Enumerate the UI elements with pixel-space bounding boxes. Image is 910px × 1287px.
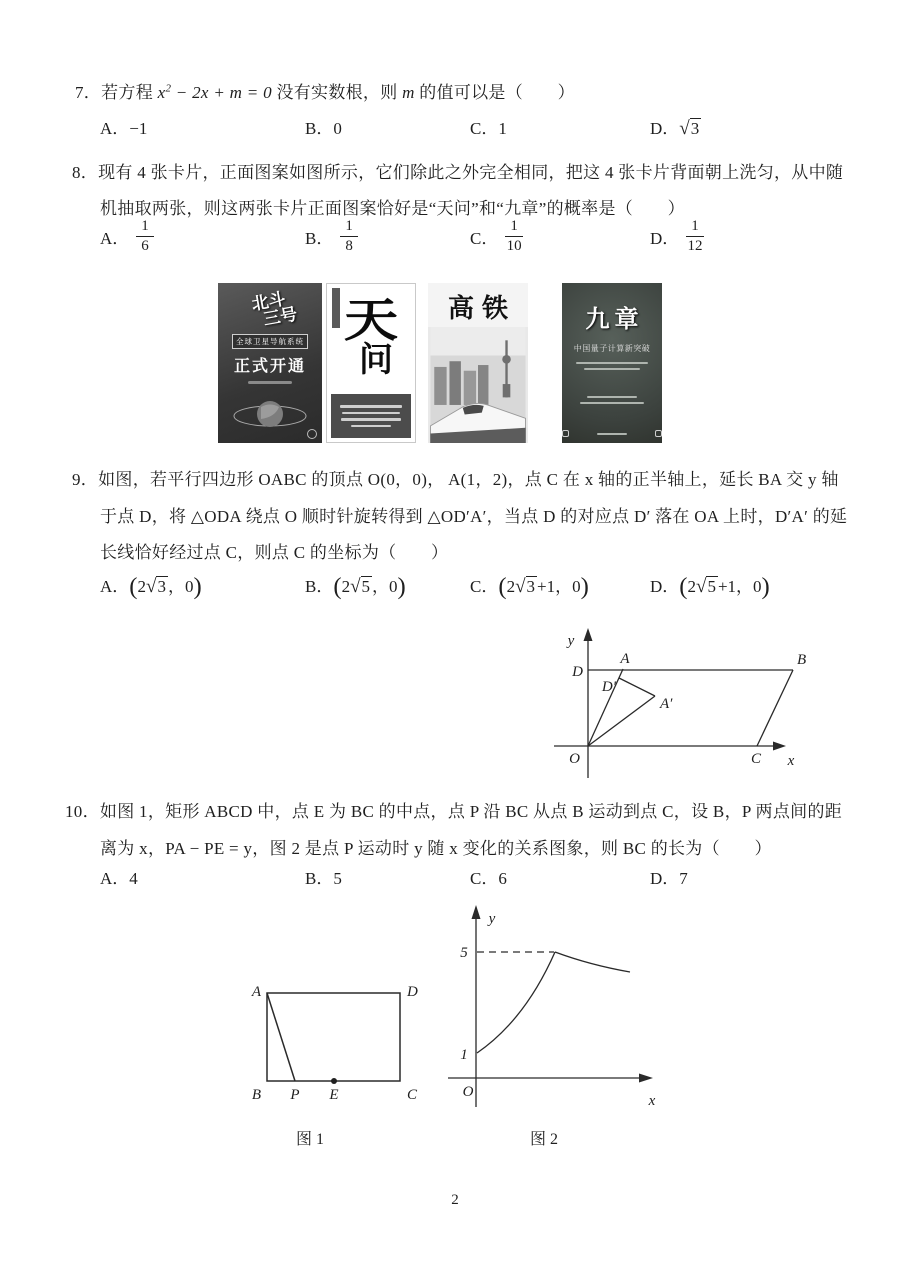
logo-icon xyxy=(655,430,662,437)
q8-stem-line2 xyxy=(100,194,685,219)
option-label: B． xyxy=(305,577,334,596)
option-value: 6 xyxy=(498,869,507,888)
text-line xyxy=(587,396,637,398)
option-label: A． xyxy=(100,869,130,888)
text-line xyxy=(580,402,644,404)
option-label: B． xyxy=(305,119,334,138)
q7-option-b xyxy=(305,114,342,139)
option-label: C． xyxy=(470,119,499,138)
radical-sign: √ xyxy=(146,576,157,597)
label-C: C xyxy=(750,751,762,767)
option-label: A． xyxy=(100,577,130,596)
option-value: 1 xyxy=(498,119,507,138)
fraction xyxy=(686,218,704,256)
q8-option-b xyxy=(305,218,358,256)
q9-stem-line3 xyxy=(100,538,448,563)
fraction-denominator: 8 xyxy=(345,238,353,255)
q9-stem-line1 xyxy=(72,465,839,490)
q9-text-line1: 如图，若平行四边形 OABC 的顶点 O(0，0)， A(1，2)，点 C 在 x 轴的正半轴上，延长 BA 交 y 轴 xyxy=(98,470,839,489)
q9-number: 9． xyxy=(72,470,99,489)
radical-sign: √ xyxy=(679,118,690,139)
q10-stem-line1 xyxy=(65,797,842,822)
sqrt-expression xyxy=(679,119,701,138)
left-paren: ( xyxy=(333,573,342,600)
figure2-caption: 图 2 xyxy=(530,1131,559,1148)
q10-option-c xyxy=(470,864,507,889)
fraction xyxy=(505,218,523,256)
q9-option-b xyxy=(305,572,406,601)
q10-stem-line2 xyxy=(100,834,772,859)
option-pre: 2 xyxy=(341,577,351,596)
label-y-axis: y xyxy=(567,633,575,649)
fraction-denominator: 6 xyxy=(141,238,149,255)
q7-text-post: 的值可以是（ ） xyxy=(414,83,575,102)
option-value: 5 xyxy=(333,869,342,888)
q7-math-exponent: 2 xyxy=(165,82,172,95)
beidou-emblem-icon xyxy=(307,429,317,439)
label-E: E xyxy=(329,1087,339,1103)
q10-option-b xyxy=(305,864,342,889)
radicand: 5 xyxy=(361,577,371,596)
q9-stem-line2 xyxy=(100,502,847,527)
text-line xyxy=(341,418,401,421)
label-D: D xyxy=(407,984,418,1000)
text-line xyxy=(340,405,402,408)
sqrt-expression xyxy=(146,577,168,596)
left-paren: ( xyxy=(679,573,688,600)
q10-option-a xyxy=(100,864,138,889)
beidou-headline: 正式开通 xyxy=(233,358,306,375)
tick-1: 1 xyxy=(460,1047,468,1063)
q7-option-c xyxy=(470,114,507,139)
right-paren: ) xyxy=(580,573,589,600)
option-label: D． xyxy=(650,577,680,596)
q8-text-line1: 现有 4 张卡片，正面图案如图所示，它们除此之外完全相同，把这 4 张卡片背面朝上洗匀，从中随 xyxy=(98,163,844,182)
q9-text-line2: 于点 D，将 △ODA 绕点 O 顺时针旋转得到 △OD′A′，当点 D 的对应点 D′ 落在 OA 上时，D′A′ 的延 xyxy=(100,507,848,526)
q7-math-x: x xyxy=(157,83,166,102)
label-origin: O xyxy=(569,751,580,767)
jiuzhang-title: 九章 xyxy=(585,307,644,333)
q8-option-d xyxy=(650,218,704,256)
option-label: C． xyxy=(470,869,499,888)
radical-sign: √ xyxy=(350,576,361,597)
label-A: A xyxy=(251,984,261,1000)
right-paren: ) xyxy=(397,573,406,600)
right-paren: ) xyxy=(761,573,770,600)
card-jiuzhang xyxy=(562,283,662,443)
q7-option-a xyxy=(100,114,147,139)
option-post: +1，0 xyxy=(537,577,581,596)
option-label: D． xyxy=(650,229,680,249)
option-label: A． xyxy=(100,119,130,138)
option-pre: 2 xyxy=(687,577,696,596)
card-beidou xyxy=(218,283,322,443)
gaotie-scene xyxy=(428,327,528,443)
fraction xyxy=(340,218,358,256)
q10-figure1 xyxy=(215,958,465,1118)
q8-stem-line1 xyxy=(72,158,843,183)
text-line xyxy=(597,433,627,435)
fraction-denominator: 10 xyxy=(506,238,522,255)
card-tianwen xyxy=(326,283,416,443)
label-C: C xyxy=(407,1087,418,1103)
q9-option-c xyxy=(470,572,589,601)
jiuzhang-logos xyxy=(562,430,662,437)
gaotie-title: 高铁 xyxy=(428,283,528,327)
label-A-prime: A′ xyxy=(660,696,673,712)
option-post: ，0 xyxy=(167,577,194,596)
radicand: 5 xyxy=(707,577,716,596)
option-label: A． xyxy=(100,229,130,249)
label-y-axis: y xyxy=(488,911,496,927)
label-B: B xyxy=(797,652,807,668)
radicand: 3 xyxy=(157,577,166,596)
q9-option-a xyxy=(100,572,202,601)
option-label: C． xyxy=(470,229,499,249)
option-post: +1，0 xyxy=(717,577,762,596)
tianwen-char-tian: 天 xyxy=(343,295,399,346)
label-x-axis: x xyxy=(787,753,795,769)
card-gaotie xyxy=(428,283,528,443)
label-origin: O xyxy=(462,1084,474,1100)
label-D: D xyxy=(572,664,583,680)
tick-5: 5 xyxy=(460,945,468,961)
q10-number: 10． xyxy=(65,802,100,821)
sqrt-expression xyxy=(350,577,372,596)
tianwen-caption-box xyxy=(331,394,411,438)
option-value: 7 xyxy=(679,869,688,888)
option-label: D． xyxy=(650,869,680,888)
beidou-title-line1: 北斗 xyxy=(250,289,287,314)
beidou-subtitle: 全球卫星导航系统 xyxy=(232,334,308,349)
fraction-denominator: 12 xyxy=(687,238,703,255)
option-post: ，0 xyxy=(372,577,398,596)
q7-text-pre: 若方程 xyxy=(101,83,154,102)
option-label: D． xyxy=(650,119,680,138)
option-value: −1 xyxy=(129,119,148,138)
fraction-numerator: 1 xyxy=(136,218,154,237)
q7-math-equation: − 2x + m = 0 xyxy=(171,83,277,102)
option-label: B． xyxy=(305,869,334,888)
left-paren: ( xyxy=(129,573,138,600)
text-line xyxy=(351,425,391,428)
q8-number: 8． xyxy=(72,163,99,182)
q7-stem xyxy=(75,78,575,103)
q9-figure xyxy=(540,618,850,790)
q7-option-d xyxy=(650,114,701,140)
option-pre: 2 xyxy=(137,577,146,596)
option-label: B． xyxy=(305,229,334,249)
jiuzhang-subtitle: 中国量子计算新突破 xyxy=(573,344,651,353)
q10-text-line2: 离为 x，PA − PE = y，图 2 是点 P 运动时 y 随 x 变化的关系图象，则 BC 的长为（ ） xyxy=(100,839,772,858)
figure1-caption: 图 1 xyxy=(296,1131,325,1148)
beidou-date-line xyxy=(248,381,292,384)
label-B: B xyxy=(251,1087,261,1103)
page-number: 2 xyxy=(451,1192,459,1208)
q9-text-line3: 长线恰好经过点 C，则点 C 的坐标为（ ） xyxy=(100,543,449,562)
q7-math-m: m xyxy=(402,83,415,102)
q10-figure2 xyxy=(440,895,685,1130)
radicand: 3 xyxy=(526,577,536,596)
beidou-title-line2: 三号 xyxy=(261,304,299,330)
q9-option-d xyxy=(650,572,770,601)
radical-sign: √ xyxy=(515,576,526,597)
text-line xyxy=(576,362,648,364)
fraction-numerator: 1 xyxy=(340,218,358,237)
label-D-prime: D′ xyxy=(601,679,616,695)
radical-sign: √ xyxy=(696,576,707,597)
fraction-numerator: 1 xyxy=(686,218,704,237)
option-pre: 2 xyxy=(506,577,516,596)
q8-option-a xyxy=(100,218,154,256)
globe-icon xyxy=(228,392,312,436)
sqrt-expression xyxy=(696,577,718,596)
beidou-title xyxy=(218,284,322,336)
option-value: 4 xyxy=(129,869,138,888)
label-A: A xyxy=(620,651,630,667)
left-paren: ( xyxy=(498,573,507,600)
sqrt-expression xyxy=(515,577,537,596)
q7-number: 7． xyxy=(75,83,102,102)
q8-option-c xyxy=(470,218,523,256)
q10-text-line1: 如图 1，矩形 ABCD 中，点 E 为 BC 的中点，点 P 沿 BC 从点 B 运动到点 C，设 B，P 两点间的距 xyxy=(99,802,843,821)
q10-option-d xyxy=(650,864,688,889)
label-P: P xyxy=(290,1087,300,1103)
tianwen-char-wen: 问 xyxy=(359,342,393,380)
text-line xyxy=(342,412,400,415)
label-x-axis: x xyxy=(648,1093,656,1109)
fraction xyxy=(136,218,154,256)
right-paren: ) xyxy=(193,573,202,600)
q7-text-mid: 没有实数根，则 xyxy=(276,83,403,102)
option-label: C． xyxy=(470,577,499,596)
text-line xyxy=(584,368,640,370)
q8-text-line2: 机抽取两张，则这两张卡片正面图案恰好是“天问”和“九章”的概率是（ ） xyxy=(100,199,685,218)
option-value: 0 xyxy=(333,119,342,138)
logo-icon xyxy=(562,430,569,437)
radicand: 3 xyxy=(690,119,700,138)
fraction-numerator: 1 xyxy=(505,218,523,237)
